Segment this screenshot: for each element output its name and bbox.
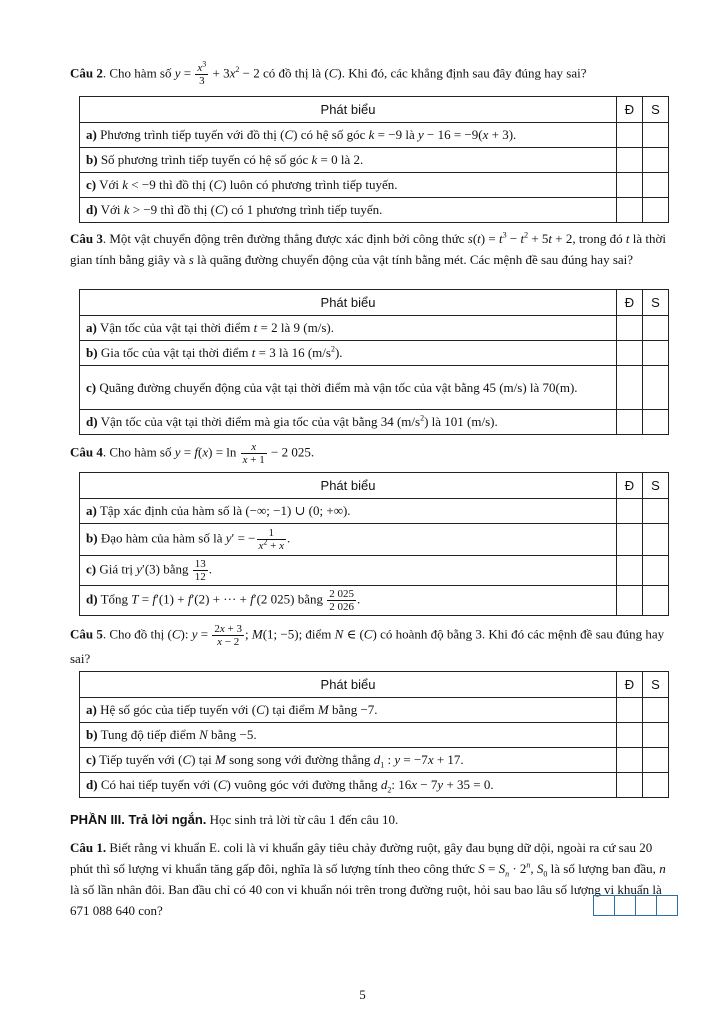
table-header-true: Đ — [617, 672, 643, 698]
answer-false-cell[interactable] — [643, 499, 669, 524]
q5-label: Câu 5 — [70, 626, 103, 642]
answer-false-cell[interactable] — [643, 410, 669, 435]
table-row: c) Quãng đường chuyển động của vật tại thời điểm mà vận tốc của vật bằng 45 (m/s) là 70(m). — [80, 366, 669, 410]
table-header-statement: Phát biểu — [80, 290, 617, 316]
q3-label: Câu 3 — [70, 231, 103, 246]
q2-label: Câu 2 — [70, 65, 103, 81]
answer-false-cell[interactable] — [643, 586, 669, 616]
answer-true-cell[interactable] — [617, 173, 643, 198]
answer-false-cell[interactable] — [643, 524, 669, 556]
answer-box[interactable] — [635, 895, 657, 916]
part-3-description: Học sinh trả lời từ câu 1 đến câu 10. — [209, 812, 399, 827]
answer-true-cell[interactable] — [617, 556, 643, 586]
answer-false-cell[interactable] — [643, 148, 669, 173]
q1-label: Câu 1. — [70, 840, 107, 855]
q4-label: Câu 4 — [70, 444, 103, 460]
answer-box[interactable] — [614, 895, 636, 916]
answer-false-cell[interactable] — [643, 173, 669, 198]
table-row: b) Đạo hàm của hàm số là y′ = − $\frac{1}{x^2 + x}$ . — [80, 524, 669, 556]
q4-table — [79, 472, 669, 616]
question-2: Câu 2. Cho hàm số y = $\frac{x^3}{3}$ + $3x^2 - 2$ có đồ thị là (C). Khi đó, các khẳng định sau đây đúng hay sai? — [70, 59, 587, 87]
table-row: d) Tổng T = f′(1) + f′(2) + ··· + f′(2 025) bằng $\frac{2 025}{2 026}$ . — [80, 586, 669, 616]
table-header-true: Đ — [617, 290, 643, 316]
q2-text-2: có đồ thị là — [262, 65, 322, 81]
answer-true-cell[interactable] — [617, 366, 643, 410]
answer-boxes — [594, 895, 678, 916]
answer-true-cell[interactable] — [617, 123, 643, 148]
table-header-false: S — [643, 473, 669, 499]
answer-true-cell[interactable] — [617, 341, 643, 366]
answer-false-cell[interactable] — [643, 341, 669, 366]
table-row: a) Tập xác định của hàm số là (−∞; −1) ∪ (0; +∞). — [80, 499, 669, 524]
answer-true-cell[interactable] — [617, 524, 643, 556]
question-3: Câu 3. Một vật chuyển động trên đường thẳng được xác định bởi công thức $s(t) = t^3 - t^2 + 5t + 2$, trong đó t là thời gian tính bằng giây và s là quãng đường chuyển động của vật tính bằng mét. Các mệnh đề sau đúng hay sai? — [70, 230, 666, 267]
table-row: b) Gia tốc của vật tại thời điểm t = 3 là 16 $(m/s^2)$. — [80, 341, 669, 366]
table-row: a) Phương trình tiếp tuyến với đồ thị (C) có hệ số góc k = −9 là y − 16 = −9(x + 3). — [80, 123, 669, 148]
part-3-heading — [70, 812, 678, 828]
page-number: 5 — [359, 987, 366, 1002]
question-5: Câu 5. Cho đồ thị (C): y = $\frac{2x + 3}{x - 2}$ ; M(1; −5); điểm N ∈ (C) có hoành độ bằng 3. Khi đó các mệnh đề sau đúng hay sai? — [70, 623, 665, 666]
table-header-false: S — [643, 672, 669, 698]
answer-true-cell[interactable] — [617, 198, 643, 223]
q2-text-3: . Khi đó, các khẳng định sau đây đúng hay sai? — [341, 65, 587, 81]
answer-false-cell[interactable] — [643, 366, 669, 410]
answer-false-cell[interactable] — [643, 773, 669, 798]
answer-true-cell[interactable] — [617, 698, 643, 723]
answer-box[interactable] — [593, 895, 615, 916]
table-row: d) Vận tốc của vật tại thời điểm mà gia tốc của vật bằng 34 $(m/s^2)$ là 101 (m/s). — [80, 410, 669, 435]
answer-true-cell[interactable] — [617, 410, 643, 435]
table-header-statement: Phát biểu — [80, 97, 617, 123]
q3-table — [79, 289, 669, 435]
table-row: a) Hệ số góc của tiếp tuyến với (C) tại điểm M bằng −7. — [80, 698, 669, 723]
question-4: Câu 4. Cho hàm số y = f(x) = ln $\frac{x}{x + 1}$ − 2 025. — [70, 441, 315, 466]
table-row: d) Có hai tiếp tuyến với (C) vuông góc với đường thẳng $d_2$: 16x − 7y + 35 = 0. — [80, 773, 669, 798]
table-header-false: S — [643, 290, 669, 316]
table-row: b) Tung độ tiếp điểm N bằng −5. — [80, 723, 669, 748]
table-row: c) Với k < −9 thì đồ thị (C) luôn có phương trình tiếp tuyến. — [80, 173, 669, 198]
table-row: a) Vận tốc của vật tại thời điểm t = 2 là 9 (m/s). — [80, 316, 669, 341]
answer-true-cell[interactable] — [617, 316, 643, 341]
answer-false-cell[interactable] — [643, 723, 669, 748]
table-row: c) Tiếp tuyến với (C) tại M song song với đường thẳng $d_1$ : y = −7x + 17. — [80, 748, 669, 773]
table-header-true: Đ — [617, 473, 643, 499]
part-3-title: PHẦN III. Trả lời ngắn. — [70, 812, 207, 827]
answer-true-cell[interactable] — [617, 748, 643, 773]
table-row: d) Với k > −9 thì đồ thị (C) có 1 phương trình tiếp tuyến. — [80, 198, 669, 223]
table-header-statement: Phát biểu — [80, 473, 617, 499]
answer-false-cell[interactable] — [643, 748, 669, 773]
q2-text-1: . Cho hàm số — [102, 65, 172, 81]
table-header-statement: Phát biểu — [80, 672, 617, 698]
question-1: Câu 1. Biết rằng vi khuẩn E. coli là vi khuẩn gây tiêu chảy đường ruột, gây đau bụng dữ dội, ngoài ra cứ sau 20 phút thì số lượng vi khuẩn tăng gấp đôi, nghĩa là số lượng tính theo công thức $S = S_n \cdot 2^n$, $S_0$ là số lượng ban đầu, n là số lần nhân đôi. Ban đầu chỉ có 40 con vi khuẩn nói trên trong đường ruột, hỏi sau bao lâu số lượng vi khuẩn là 671 088 640 con? — [70, 840, 666, 918]
table-header-false: S — [643, 97, 669, 123]
q2-fraction: $\frac{x^3}{3}$ — [197, 59, 207, 87]
answer-true-cell[interactable] — [617, 773, 643, 798]
table-header-true: Đ — [617, 97, 643, 123]
answer-true-cell[interactable] — [617, 499, 643, 524]
answer-false-cell[interactable] — [643, 698, 669, 723]
answer-false-cell[interactable] — [643, 123, 669, 148]
answer-true-cell[interactable] — [617, 586, 643, 616]
answer-true-cell[interactable] — [617, 723, 643, 748]
answer-box[interactable] — [656, 895, 678, 916]
answer-false-cell[interactable] — [643, 198, 669, 223]
q5-table — [79, 671, 669, 798]
answer-false-cell[interactable] — [643, 316, 669, 341]
answer-true-cell[interactable] — [617, 148, 643, 173]
table-row: c) Giá trị y′(3) bằng $\frac{13}{12}$ . — [80, 556, 669, 586]
q2-table — [79, 96, 669, 223]
answer-false-cell[interactable] — [643, 556, 669, 586]
table-row: b) Số phương trình tiếp tuyến có hệ số góc k = 0 là 2. — [80, 148, 669, 173]
